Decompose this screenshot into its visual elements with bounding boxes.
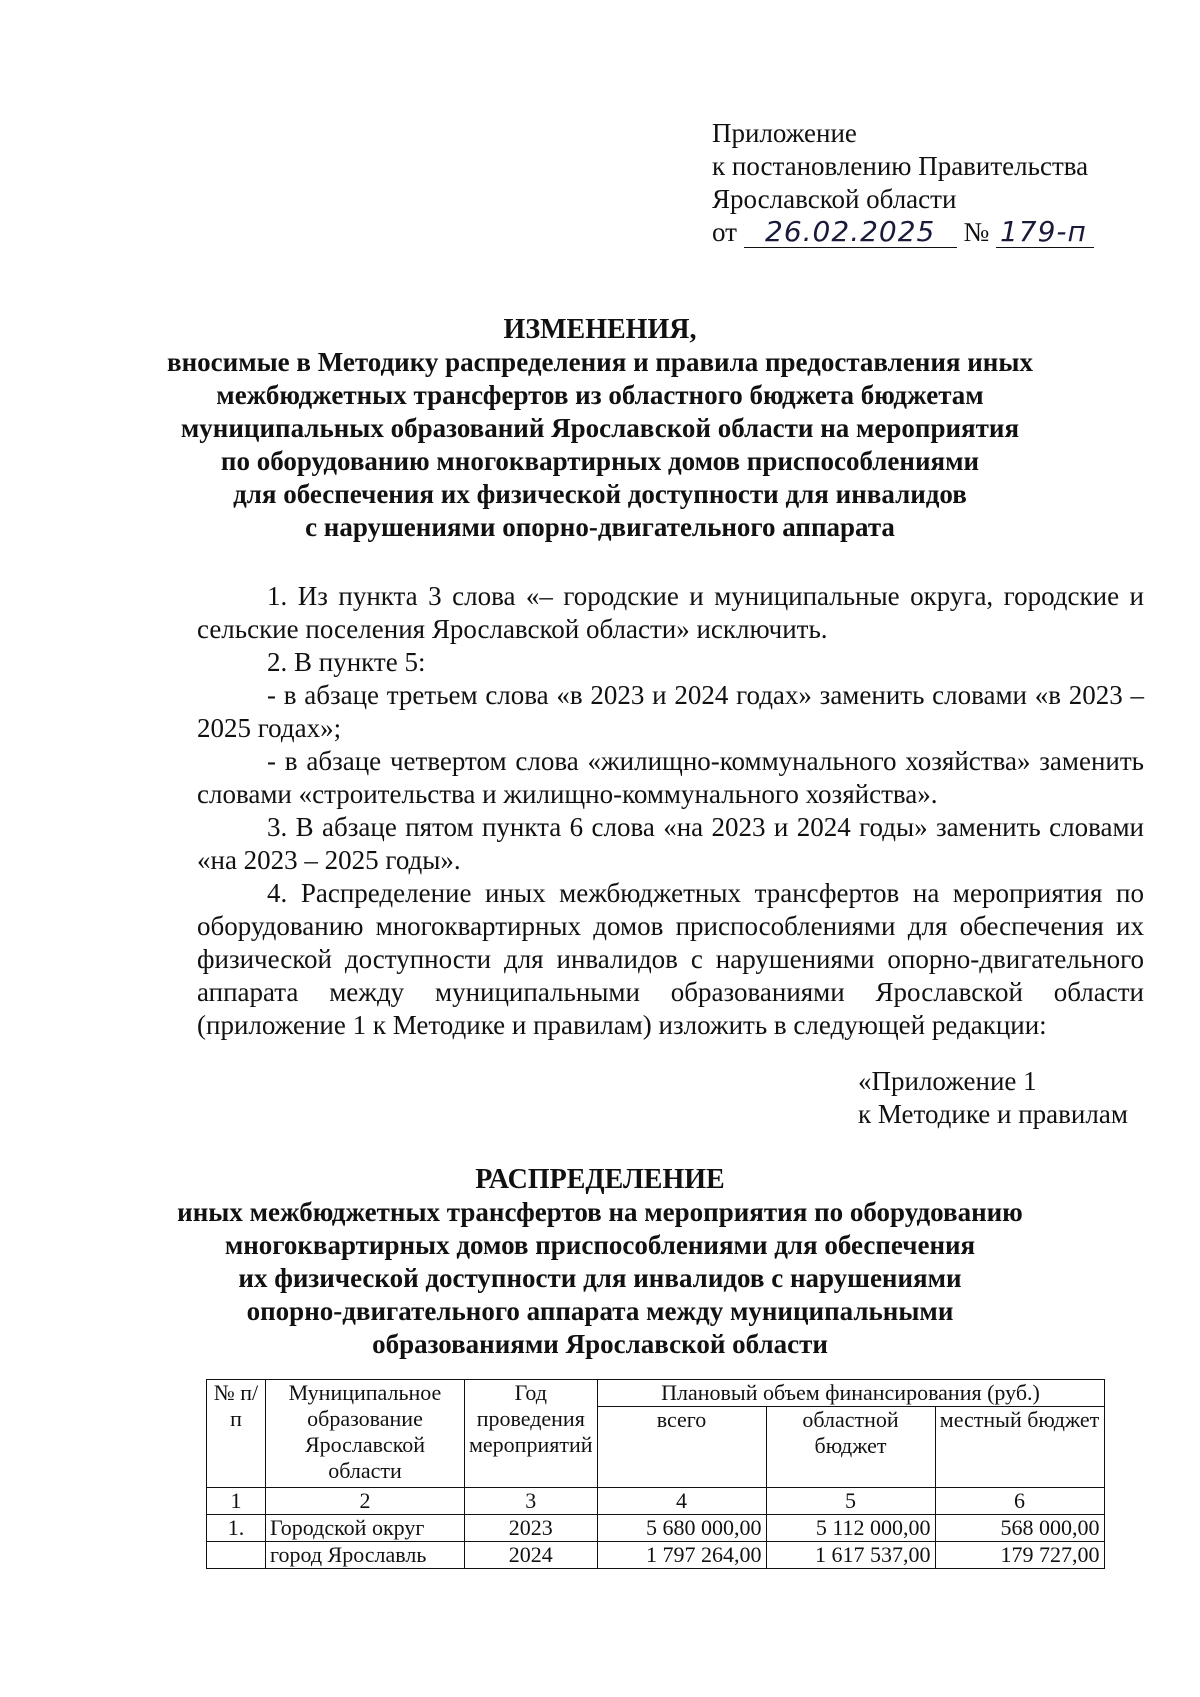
sub-appendix-block [858, 1065, 1128, 1131]
cell-regional: 5 112 000,00 [766, 1515, 935, 1542]
distribution-table [206, 1379, 1105, 1569]
body-text [197, 580, 1144, 1042]
distribution-title [150, 1163, 1050, 1361]
appendix-line-1: Приложение [712, 118, 857, 148]
cell-regional: 1 617 537,00 [766, 1542, 935, 1569]
changes-title [150, 313, 1050, 544]
header-municipality: Муниципальное образование Ярославской области [266, 1380, 465, 1488]
header-number: № п/п [207, 1380, 266, 1488]
distribution-title-line: опорно-двигательного аппарата между муниципальными [246, 1296, 954, 1326]
header-local: местный бюджет [935, 1407, 1104, 1488]
changes-title-line: по оборудованию многоквартирных домов приспособлениями [220, 446, 980, 476]
changes-title-line: муниципальных образований Ярославской области на мероприятия [180, 413, 1020, 443]
changes-title-main: ИЗМЕНЕНИЯ, [503, 314, 697, 345]
column-number: 2 [266, 1488, 465, 1515]
cell-year: 2023 [465, 1515, 598, 1542]
sub-appendix-line-2: к Методике и правилам [858, 1099, 1128, 1129]
paragraph-3: 3. В абзаце пятом пункта 6 слова «на 2023 и 2024 годы» заменить словами «на 2023 – 2025 годы». [197, 812, 1144, 875]
changes-title-line: вносимые в Методику распределения и правила предоставления иных [167, 347, 1033, 377]
header-planned-funding: Плановый объем финансирования (руб.) [597, 1380, 1104, 1407]
cell-number [207, 1542, 266, 1569]
number-label: № [963, 217, 990, 247]
table-header-row [207, 1380, 1105, 1407]
paragraph-4: 4. Распределение иных межбюджетных трансфертов на мероприятия по оборудованию многоквартирных домов приспособлениями для обеспечения их физической доступности для инвалидов с нарушениями опорно-двигательного аппарата между муниципальными образованиями Ярославской области (приложение 1 к Методике и правилам) изложить в следующей редакции: [197, 878, 1144, 1040]
column-number: 1 [207, 1488, 266, 1515]
cell-municipality: город Ярославль [266, 1542, 465, 1569]
column-number: 6 [935, 1488, 1104, 1515]
appendix-line-2: к постановлению Правительства [712, 151, 1089, 181]
table-row [207, 1515, 1105, 1542]
column-number: 3 [465, 1488, 598, 1515]
cell-total: 5 680 000,00 [597, 1515, 766, 1542]
appendix-block [712, 117, 1094, 249]
cell-total: 1 797 264,00 [597, 1542, 766, 1569]
appendix-line-3: Ярославской области [712, 184, 957, 214]
from-label: от [712, 217, 737, 247]
distribution-title-main: РАСПРЕДЕЛЕНИЕ [475, 1164, 725, 1195]
cell-local: 179 727,00 [935, 1542, 1104, 1569]
cell-number: 1. [207, 1515, 266, 1542]
cell-local: 568 000,00 [935, 1515, 1104, 1542]
appendix-date-line [712, 216, 1094, 249]
cell-year: 2024 [465, 1542, 598, 1569]
paragraph-2b: - в абзаце четвертом слова «жилищно-коммунального хозяйства» заменить словами «строительства и жилищно-коммунального хозяйства». [197, 746, 1144, 809]
distribution-title-line: многоквартирных домов приспособлениями для обеспечения [224, 1230, 976, 1260]
sub-appendix-line-1: «Приложение 1 [858, 1066, 1037, 1096]
table-row [207, 1542, 1105, 1569]
table-column-number-row [207, 1488, 1105, 1515]
column-number: 4 [597, 1488, 766, 1515]
column-number: 5 [766, 1488, 935, 1515]
distribution-title-line: их физической доступности для инвалидов с нарушениями [238, 1263, 962, 1293]
handwritten-number: 179-п [996, 217, 1094, 248]
header-total: всего [597, 1407, 766, 1488]
changes-title-line: с нарушениями опорно-двигательного аппарата [305, 512, 895, 542]
header-year: Год проведения мероприятий [465, 1380, 598, 1488]
handwritten-date: 26.02.2025 [744, 217, 957, 248]
paragraph-2: 2. В пункте 5: [267, 647, 426, 677]
paragraph-2a: - в абзаце третьем слова «в 2023 и 2024 годах» заменить словами «в 2023 – 2025 годах»; [197, 680, 1144, 743]
distribution-title-line: иных межбюджетных трансфертов на мероприятия по оборудованию [177, 1197, 1023, 1227]
paragraph-1: 1. Из пункта 3 слова «– городские и муниципальные округа, городские и сельские поселения Ярославской области» исключить. [197, 581, 1144, 644]
changes-title-line: межбюджетных трансфертов из областного бюджета бюджетам [216, 380, 984, 410]
cell-municipality: Городской округ [266, 1515, 465, 1542]
distribution-title-line: образованиями Ярославской области [372, 1329, 828, 1359]
changes-title-line: для обеспечения их физической доступности для инвалидов [233, 479, 967, 509]
header-regional: областной бюджет [766, 1407, 935, 1488]
